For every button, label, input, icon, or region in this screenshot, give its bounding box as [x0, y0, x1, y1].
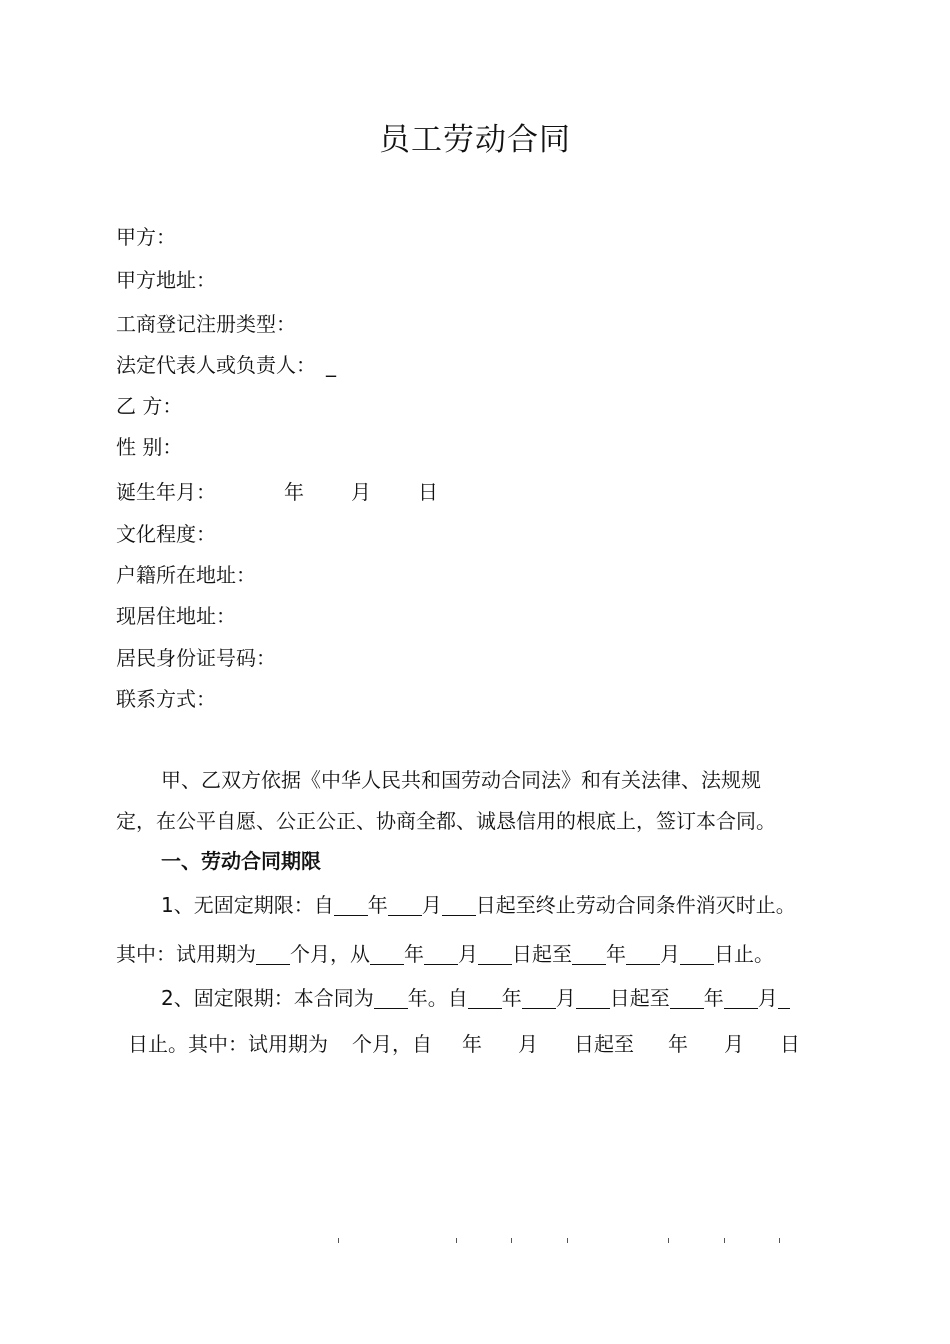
page-cut-mark — [668, 1238, 669, 1243]
clause-2-year: 年 — [501, 986, 522, 1010]
blank-line — [522, 988, 556, 1009]
clause-1-suffix: 日起至终止劳动合同条件消灭时止。 — [475, 893, 796, 917]
blank-line — [468, 988, 502, 1009]
probation-prefix: 其中：试用期为 — [116, 942, 256, 966]
birth-month-unit: 月 — [351, 480, 371, 504]
blank-line — [680, 944, 714, 965]
legal-rep-field — [116, 352, 336, 378]
blank-line — [334, 895, 368, 916]
blank-line — [576, 988, 610, 1009]
page-cut-mark — [456, 1238, 457, 1243]
clause-2-prefix: 2、固定限期：本合同为 — [161, 986, 374, 1010]
birth-date-field — [116, 479, 438, 505]
clause-2-years-from: 年。自 — [407, 986, 468, 1010]
blank-line — [442, 895, 476, 916]
clause-1-month: 月 — [421, 893, 442, 917]
clause-1-line-2 — [116, 941, 774, 967]
probation-end: 日止。 — [714, 942, 774, 966]
clause-2-probation-months-from: 个月，自 — [352, 1032, 432, 1056]
intro-line-2: 定，在公平自愿、公正公正、协商全都、诚恳信用的根底上，签订本合同。 — [116, 809, 776, 833]
clause-2-end-year: 年 — [703, 986, 724, 1010]
clause-1-year: 年 — [367, 893, 388, 917]
contact-field: 联系方式： — [116, 687, 216, 711]
probation-year: 年 — [404, 942, 424, 966]
clause-2-probation-day-until: 日起至 — [574, 1032, 634, 1056]
clause-2-month: 月 — [555, 986, 576, 1010]
clause-1-line-1 — [161, 892, 796, 918]
clause-2-probation-end-day: 日 — [780, 1032, 800, 1056]
blank-line — [374, 988, 408, 1009]
page-cut-mark — [724, 1238, 725, 1243]
page-cut-mark — [779, 1238, 780, 1243]
section-1-heading: 一、劳动合同期限 — [161, 849, 321, 873]
page-cut-mark — [338, 1238, 339, 1243]
clause-2-probation-year: 年 — [462, 1032, 482, 1056]
clause-2-line-1 — [161, 985, 790, 1011]
clause-2-line-2 — [128, 1031, 800, 1057]
clause-2-probation-end-month: 月 — [724, 1032, 744, 1056]
party-a-field: 甲方： — [116, 225, 176, 249]
clause-1-prefix: 1、无固定期限：自 — [161, 893, 334, 917]
page-title: 员工劳动合同 — [379, 122, 571, 158]
registration-type-field: 工商登记注册类型： — [116, 312, 296, 336]
blank-line — [626, 944, 660, 965]
clause-2-end-month: 月 — [757, 986, 778, 1010]
probation-end-month: 月 — [660, 942, 680, 966]
page-cut-mark — [567, 1238, 568, 1243]
party-b-field: 乙 方： — [116, 394, 183, 418]
blank-line — [724, 988, 758, 1009]
blank-line — [670, 988, 704, 1009]
blank-line — [478, 944, 512, 965]
legal-rep-label: 法定代表人或负责人： — [116, 353, 316, 377]
probation-day-until: 日起至 — [512, 942, 572, 966]
legal-rep-blank: _ — [326, 353, 336, 377]
clause-2-line-2-start: 日止。其中：试用期为 — [128, 1032, 328, 1056]
id-number-field: 居民身份证号码： — [116, 646, 276, 670]
clause-2-probation-end-year: 年 — [668, 1032, 688, 1056]
blank-line — [424, 944, 458, 965]
probation-end-year: 年 — [606, 942, 626, 966]
household-address-field: 户籍所在地址： — [116, 563, 256, 587]
blank-line — [572, 944, 606, 965]
birth-date-label: 诞生年月： — [116, 480, 216, 504]
gender-field: 性 别： — [116, 435, 183, 459]
clause-2-day-until: 日起至 — [609, 986, 670, 1010]
blank-line — [370, 944, 404, 965]
party-a-address-field: 甲方地址： — [116, 268, 216, 292]
blank-line — [388, 895, 422, 916]
birth-year-unit: 年 — [284, 480, 304, 504]
probation-months-from: 个月，从 — [290, 942, 370, 966]
clause-2-probation-month: 月 — [518, 1032, 538, 1056]
blank-line — [778, 988, 790, 1009]
education-field: 文化程度： — [116, 522, 216, 546]
birth-day-unit: 日 — [418, 480, 438, 504]
blank-line — [256, 944, 290, 965]
page-cut-mark — [511, 1238, 512, 1243]
current-address-field: 现居住地址： — [116, 604, 236, 628]
probation-month: 月 — [458, 942, 478, 966]
intro-line-1: 甲、乙双方依据《中华人民共和国劳动合同法》和有关法律、法规规 — [161, 768, 761, 792]
